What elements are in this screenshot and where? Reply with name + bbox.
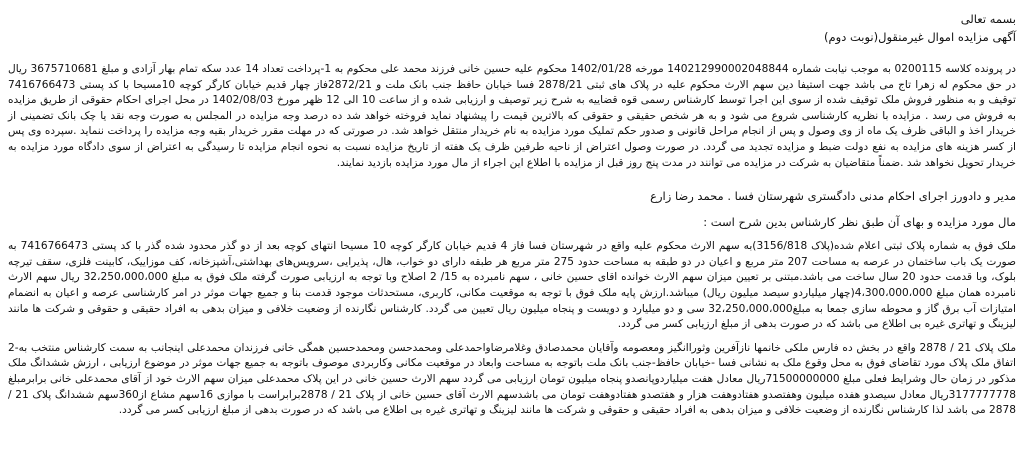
- auction-terms-paragraph: در پرونده کلاسه 0200115 به موجب نیابت شماره 140212990002048844 مورخه 1402/01/28 محکوم علیه حسین خانی فرزند محمد علی محکوم به 1-پرداخت تعداد 14 عدد سکه تمام بهار آزادی و مبلغ 3675710681 ریال در حق محکوم له زهرا تاج می باشد جهت استیفا دین سهم الارث محکوم علیه در پلاک های ثبتی 2878/21 فسا خیابان حافظ جنب بانک ملت و 2872/21فاز چهار قدیم خیابان کارگر کوچه 10مسیحا با کد پستی 7416766473 توقیف و به منظور فروش ملک توقیف شده از سوی این اجرا توسط کارشناس رسمی قوه قضاییه به شرح زیر توصیف و ارزیابی شده و از ساعت 10 الی 12 ظهر مورخ 1402/08/03 در محل اجرای احکام حقوقی از طریق مزایده به فروش می رسد . مزایده با نظریه کارشناسی شروع می شود و به هر شخص حقیقی و حقوقی که بالاترین قیمت را پیشنهاد نماید فروخته خواهد شد ده درصد وجه مزایده در المجلس به صورت وجه نقد یا چک بانک تضمینی از خریدار اخذ و الباقی ظرف یک ماه از وی وصول و پس از انجام مراحل قانونی و صدور حکم تملیک مورد مزایده به نام خریدار منتقل خواهد شد. در صورتی که در مهلت مقرر خریدار بقیه وجه مزایده را پرداخت ننماید .سپرده وی پس از کسر هزینه های مزایده به نفع دولت ضبط و مزایده تجدید می گردد. در صورت وصول اعتراض از ناحیه طرفین ظرف یک هفته از تاریخ مزایده نسبت به نحوه انجام مزایده تا رسیدگی به اعتراض از سوی دادگاه مورد مزایده به خریدار تحویل نخواهد شد .ضمناً متقاضیان به شرکت در مزایده می توانند در مدت پنج روز قبل از مزایده با اطلاع این اجراء از مال مورد مزایده بازدید نمایند.: [8, 63, 1017, 169]
- second-property-paragraph: ملک پلاک 21 / 2878 واقع در بخش ده فارس ملکی خانمها نازآفرین وثوراانگیز ومعصومه وآقایان محمدصادق وغلامرضاواحمدعلی ومحمدحسن ومحمدحسین همگی خانی فرزندان محمدعلی اینجانب به سمت کارشناس منتخب به-2 اتفاق ملک پلاک مورد تقاضای فوق به محل وقوع ملک به نشانی فسا -خیابان حافظ-جنب بانک ملت باتوجه به مساحت وابعاد در موقعیت مکانی وکاربردی موصوف باتوجه به جمیع جهات موثر در موضوع ارزیابی ، ارزش ششدانگ ملک مذکور در زمان حال وشرایط فعلی مبلغ 71500000000ریال معادل هفت میلیاردوپانصدو پنجاه میلیون تومان ارزیابی می گردد سهم الارث حسین خانی در این پلاک محمدعلی میزان سهم الارث خود از آقای محمدعلی خانی برابرمبلغ 3177777778ریال معادل سیصدو هفده میلیون وهفتصدو هفتادوهفت هزار و هفتصدو هفتادوهفت تومان می باشدسهم الارث آقای حسین خانی از پلاک 21 / 2878برابراست با موازی 16سهم مشاع از360سهم ششدانگ پلاک 21 / 2878 می باشد لذا کارشناس نگارنده از وضعیت خلافی و میزان بدهی به افراد حقیقی و حقوقی و شرکت ها مانند لیزینگ و تهاتری غیره بی اطلاع می باشد که در صورت بدهی از مبلغ ارزیابی کسر می گردد.: [8, 341, 1017, 417]
- property-description-paragraph: ملک فوق به شماره پلاک ثبتی اعلام شده(پلاک 3156/818)به سهم الارث محکوم علیه واقع در شهرستان فسا فاز 4 قدیم خیابان کارگر کوچه 10 مسیحا انتهای کوچه بعد از دو گذر محدود شده گذر با کد پستی 7416766473 به صورت یک باب ساختمان در عرصه به مساحت 207 متر مربع و اعیان در دو طبقه به مساحت حدود 275 متر مربع هر طبقه دارای دو خواب، هال، پذیرایی ،سرویس‌های بهداشتی،آشپزخانه، کف موزاییک، کابینت فلزی، سقف تیرچه بلوک، وبا قدمت حدود 20 سال ساخت می باشد.مبتنی بر تعیین میزان سهم الارث خوانده اقای حسین خانی ، سهم نامبرده به 15/ 2 اصلاح وبا توجه به ارزیابی صورت گرفته ملک فوق به مبلغ 32،250،000،000 ریال سهم الارث نامبرده همان مبلغ 4،300،000،000(چهار میلیاردو سیصد میلیون ریال) میباشد.ارزش پایه ملک فوق با توجه به موقعیت مکانی، کاربری، مستحدثات موجود قدمت بنا و جمیع جهات موثر در امر کارشناسی عرصه و اعیان به انضمام امتیازات آب برق گاز و محوطه سازی جمعا به مبلغ32،250،000،000 سی و دو میلیارد و دویست و پنجاه میلیون ریال تعیین می گردد. کارشناس نگارنده از وضعیت خلافی و میزان بدهی به افراد حقیقی و حقوقی و شرکت ها مانند لیزینگ و تهاتری غیره بی اطلاع می باشد که در صورت بدهی از مبلغ ارزیابی کسر می گردد.: [8, 240, 1016, 331]
- opening-invocation: بسمه تعالی: [960, 12, 1016, 26]
- notice-title: آگهی مزایده اموال غیرمنقول(نوبت دوم): [824, 30, 1016, 44]
- signature-line: مدیر و دادورز اجرای احکام مدنی دادگستری شهرستان فسا . محمد رضا زارع: [650, 189, 1016, 204]
- section-heading: مال مورد مزایده و بهای آن طبق نظر کارشناس بدین شرح است :: [703, 215, 1016, 230]
